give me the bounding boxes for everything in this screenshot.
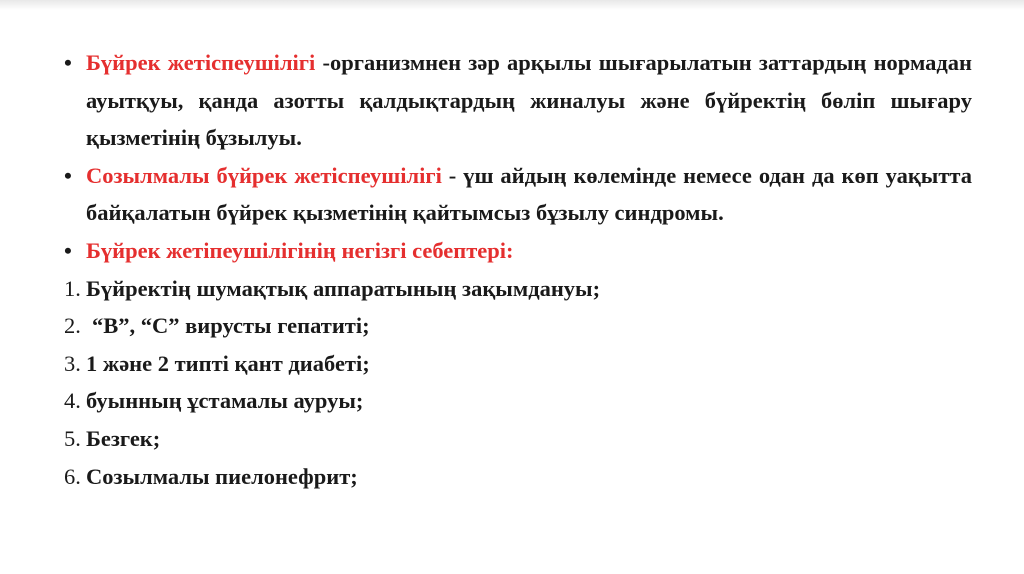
list-number: 5. (64, 425, 81, 451)
bullet-item-causes-heading (64, 232, 972, 270)
list-item (64, 382, 972, 420)
top-divider (0, 0, 1024, 10)
list-item-text: буынның ұстамалы ауруы; (86, 388, 364, 414)
bullet-text: - үш айдың көлемінде немесе одан да көп уақытта байқалатын бүйрек қызметінің қайтымсыз бұзылу синдромы. (86, 162, 972, 226)
list-item-text: “В”, “С” вирусты гепатиті; (92, 313, 370, 339)
list-item-text: 1 және 2 типті қант диабеті; (86, 350, 370, 376)
bullet-text: -организмнен зәр арқылы шығарылатын заттардың нормадан ауытқуы, қанда азотты қалдықтардың жиналуы және бүйректің бөліп шығару қызметінің бұзылуы. (86, 50, 972, 151)
list-number: 1. (64, 275, 81, 301)
bullet-term: Бүйрек жетіспеушілігі (86, 50, 316, 75)
list-item (64, 345, 972, 383)
bullet-icon: • (64, 162, 72, 188)
list-item (64, 458, 972, 496)
bullet-item-definition (64, 44, 972, 157)
list-item (64, 270, 972, 308)
list-item-text: Безгек; (86, 425, 161, 451)
list-number: 6. (64, 463, 81, 489)
bullet-item-chronic (64, 157, 972, 232)
list-number: 3. (64, 350, 81, 376)
list-number: 4. (64, 388, 81, 414)
bullet-term: Созылмалы бүйрек жетіспеушілігі (86, 162, 442, 188)
list-item-text: Созылмалы пиелонефрит; (86, 463, 358, 489)
causes-list (64, 270, 972, 496)
list-item (64, 420, 972, 458)
bullet-icon: • (64, 50, 72, 75)
causes-heading: Бүйрек жетіпеушілігінің негізгі себептері: (86, 237, 514, 263)
list-number: 2. (64, 313, 81, 339)
list-item-text: Бүйректің шумақтық аппаратының зақымдануы; (86, 275, 601, 301)
list-item (64, 307, 972, 345)
bullet-icon: • (64, 237, 72, 263)
slide-content (64, 44, 972, 495)
